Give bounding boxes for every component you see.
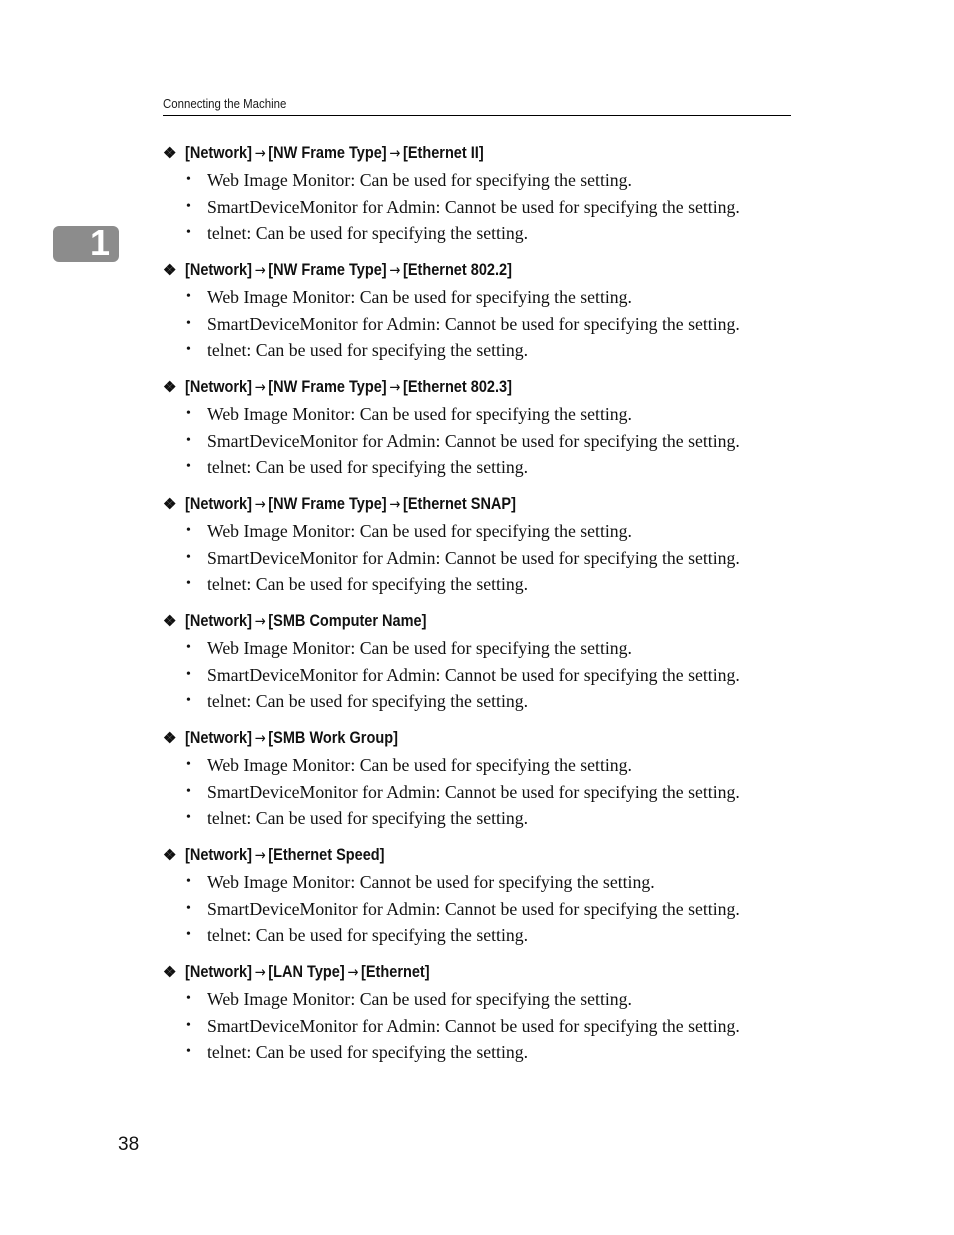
menu-path-segment: [LAN Type] xyxy=(268,962,345,981)
arrow-right-icon: → xyxy=(389,377,401,396)
bullet-dot-icon: • xyxy=(186,406,191,421)
section-heading xyxy=(163,139,803,167)
list-item-text: Web Image Monitor: Can be used for specifying the setting. xyxy=(207,404,632,424)
list-item xyxy=(163,571,803,598)
diamond-bullet-icon: ❖ xyxy=(163,613,177,630)
diamond-bullet-icon: ❖ xyxy=(163,379,177,396)
bullet-dot-icon: • xyxy=(186,1017,191,1033)
list-item xyxy=(163,428,803,455)
list-item xyxy=(163,337,803,364)
list-item-text: telnet: Can be used for specifying the setting. xyxy=(207,340,529,360)
settings-list xyxy=(163,139,803,1075)
bullet-dot-icon: • xyxy=(186,342,191,357)
list-item-text: telnet: Can be used for specifying the setting. xyxy=(207,457,529,477)
list-item-text: SmartDeviceMonitor for Admin: Cannot be used for specifying the setting. xyxy=(207,313,740,334)
arrow-right-icon: → xyxy=(254,611,266,630)
section-heading xyxy=(163,841,803,869)
arrow-right-icon: → xyxy=(254,143,266,162)
menu-path-segment: [Ethernet II] xyxy=(402,143,484,162)
menu-path-segment: [Network] xyxy=(185,728,252,747)
menu-path-segment: [Ethernet SNAP] xyxy=(402,494,516,513)
menu-path-segment: [Ethernet] xyxy=(361,962,430,981)
menu-path-segment: [NW Frame Type] xyxy=(268,377,387,396)
list-item xyxy=(163,635,803,662)
bullet-list xyxy=(163,869,803,949)
diamond-bullet-icon: ❖ xyxy=(163,145,177,162)
list-item-text: SmartDeviceMonitor for Admin: Cannot be used for specifying the setting. xyxy=(207,1015,740,1036)
list-item-text: Web Image Monitor: Cannot be used for specifying the setting. xyxy=(207,872,655,892)
bullet-dot-icon: • xyxy=(186,315,191,331)
bullet-dot-icon: • xyxy=(186,1044,191,1059)
bullet-dot-icon: • xyxy=(186,757,191,772)
list-item xyxy=(163,401,803,428)
bullet-dot-icon: • xyxy=(186,783,191,799)
setting-section xyxy=(163,490,803,607)
section-heading xyxy=(163,607,803,635)
setting-section xyxy=(163,256,803,373)
menu-path xyxy=(185,846,384,865)
setting-section xyxy=(163,373,803,490)
section-heading xyxy=(163,256,803,284)
list-item-text: Web Image Monitor: Can be used for specifying the setting. xyxy=(207,989,632,1009)
chapter-tab xyxy=(53,222,119,263)
arrow-right-icon: → xyxy=(254,377,266,396)
menu-path-segment: [Ethernet 802.2] xyxy=(402,260,512,279)
list-item-text: telnet: Can be used for specifying the setting. xyxy=(207,691,529,711)
list-item xyxy=(163,284,803,311)
bullet-dot-icon: • xyxy=(186,874,191,889)
list-item xyxy=(163,688,803,715)
list-item xyxy=(163,779,803,806)
list-item-text: SmartDeviceMonitor for Admin: Cannot be used for specifying the setting. xyxy=(207,664,740,685)
bullet-dot-icon: • xyxy=(186,640,191,655)
list-item-text: SmartDeviceMonitor for Admin: Cannot be used for specifying the setting. xyxy=(207,196,740,217)
bullet-list xyxy=(163,986,803,1066)
list-item-text: Web Image Monitor: Can be used for specifying the setting. xyxy=(207,170,632,190)
section-heading xyxy=(163,958,803,986)
list-item-text: telnet: Can be used for specifying the setting. xyxy=(207,925,529,945)
menu-path xyxy=(185,261,512,280)
list-item xyxy=(163,896,803,923)
menu-path-segment: [NW Frame Type] xyxy=(268,494,387,513)
section-heading xyxy=(163,724,803,752)
arrow-right-icon: → xyxy=(347,962,359,981)
list-item-text: telnet: Can be used for specifying the setting. xyxy=(207,574,529,594)
bullet-dot-icon: • xyxy=(186,576,191,591)
list-item-text: SmartDeviceMonitor for Admin: Cannot be used for specifying the setting. xyxy=(207,547,740,568)
list-item-text: SmartDeviceMonitor for Admin: Cannot be used for specifying the setting. xyxy=(207,430,740,451)
menu-path xyxy=(185,612,426,631)
list-item-text: telnet: Can be used for specifying the setting. xyxy=(207,1042,529,1062)
menu-path-segment: [Ethernet 802.3] xyxy=(402,377,512,396)
bullet-list xyxy=(163,518,803,598)
list-item xyxy=(163,986,803,1013)
arrow-right-icon: → xyxy=(254,845,266,864)
list-item-text: telnet: Can be used for specifying the setting. xyxy=(207,808,529,828)
arrow-right-icon: → xyxy=(254,962,266,981)
setting-section xyxy=(163,139,803,256)
arrow-right-icon: → xyxy=(389,494,401,513)
list-item xyxy=(163,518,803,545)
bullet-dot-icon: • xyxy=(186,432,191,448)
bullet-list xyxy=(163,635,803,715)
menu-path-segment: [Network] xyxy=(185,143,252,162)
bullet-list xyxy=(163,167,803,247)
section-heading xyxy=(163,373,803,401)
list-item xyxy=(163,545,803,572)
menu-path-segment: [SMB Computer Name] xyxy=(268,611,427,630)
bullet-dot-icon: • xyxy=(186,693,191,708)
setting-section xyxy=(163,841,803,958)
bullet-dot-icon: • xyxy=(186,459,191,474)
list-item xyxy=(163,922,803,949)
menu-path-segment: [NW Frame Type] xyxy=(268,143,387,162)
list-item-text: telnet: Can be used for specifying the setting. xyxy=(207,223,529,243)
bullet-dot-icon: • xyxy=(186,900,191,916)
bullet-dot-icon: • xyxy=(186,666,191,682)
diamond-bullet-icon: ❖ xyxy=(163,964,177,981)
arrow-right-icon: → xyxy=(254,494,266,513)
list-item xyxy=(163,167,803,194)
arrow-right-icon: → xyxy=(389,143,401,162)
arrow-right-icon: → xyxy=(254,260,266,279)
list-item-text: Web Image Monitor: Can be used for specifying the setting. xyxy=(207,638,632,658)
list-item xyxy=(163,805,803,832)
bullet-dot-icon: • xyxy=(186,172,191,187)
arrow-right-icon: → xyxy=(254,728,266,747)
menu-path-segment: [Network] xyxy=(185,377,252,396)
bullet-dot-icon: • xyxy=(186,927,191,942)
setting-section xyxy=(163,958,803,1075)
menu-path-segment: [NW Frame Type] xyxy=(268,260,387,279)
menu-path xyxy=(185,963,430,982)
bullet-list xyxy=(163,752,803,832)
list-item-text: Web Image Monitor: Can be used for specifying the setting. xyxy=(207,287,632,307)
list-item-text: Web Image Monitor: Can be used for specifying the setting. xyxy=(207,755,632,775)
list-item xyxy=(163,194,803,221)
menu-path-segment: [Network] xyxy=(185,962,252,981)
header-rule xyxy=(163,115,791,116)
diamond-bullet-icon: ❖ xyxy=(163,847,177,864)
list-item xyxy=(163,869,803,896)
list-item xyxy=(163,1013,803,1040)
menu-path-segment: [SMB Work Group] xyxy=(268,728,398,747)
menu-path-segment: [Network] xyxy=(185,494,252,513)
diamond-bullet-icon: ❖ xyxy=(163,262,177,279)
setting-section xyxy=(163,607,803,724)
menu-path-segment: [Network] xyxy=(185,260,252,279)
list-item xyxy=(163,1039,803,1066)
chapter-number: 1 xyxy=(89,222,110,263)
list-item-text: SmartDeviceMonitor for Admin: Cannot be used for specifying the setting. xyxy=(207,898,740,919)
section-heading xyxy=(163,490,803,518)
list-item-text: SmartDeviceMonitor for Admin: Cannot be used for specifying the setting. xyxy=(207,781,740,802)
list-item xyxy=(163,454,803,481)
page-number: 38 xyxy=(118,1134,140,1155)
bullet-dot-icon: • xyxy=(186,198,191,214)
bullet-dot-icon: • xyxy=(186,991,191,1006)
list-item xyxy=(163,311,803,338)
bullet-dot-icon: • xyxy=(186,810,191,825)
running-header: Connecting the Machine xyxy=(163,96,287,111)
menu-path xyxy=(185,729,398,748)
bullet-dot-icon: • xyxy=(186,225,191,240)
list-item xyxy=(163,662,803,689)
menu-path xyxy=(185,495,516,514)
menu-path xyxy=(185,378,512,397)
bullet-dot-icon: • xyxy=(186,523,191,538)
bullet-list xyxy=(163,401,803,481)
bullet-list xyxy=(163,284,803,364)
arrow-right-icon: → xyxy=(389,260,401,279)
menu-path-segment: [Network] xyxy=(185,611,252,630)
menu-path-segment: [Network] xyxy=(185,845,252,864)
menu-path-segment: [Ethernet Speed] xyxy=(268,845,385,864)
diamond-bullet-icon: ❖ xyxy=(163,496,177,513)
list-item xyxy=(163,752,803,779)
diamond-bullet-icon: ❖ xyxy=(163,730,177,747)
list-item xyxy=(163,220,803,247)
bullet-dot-icon: • xyxy=(186,289,191,304)
menu-path xyxy=(185,144,484,163)
bullet-dot-icon: • xyxy=(186,549,191,565)
list-item-text: Web Image Monitor: Can be used for specifying the setting. xyxy=(207,521,632,541)
setting-section xyxy=(163,724,803,841)
